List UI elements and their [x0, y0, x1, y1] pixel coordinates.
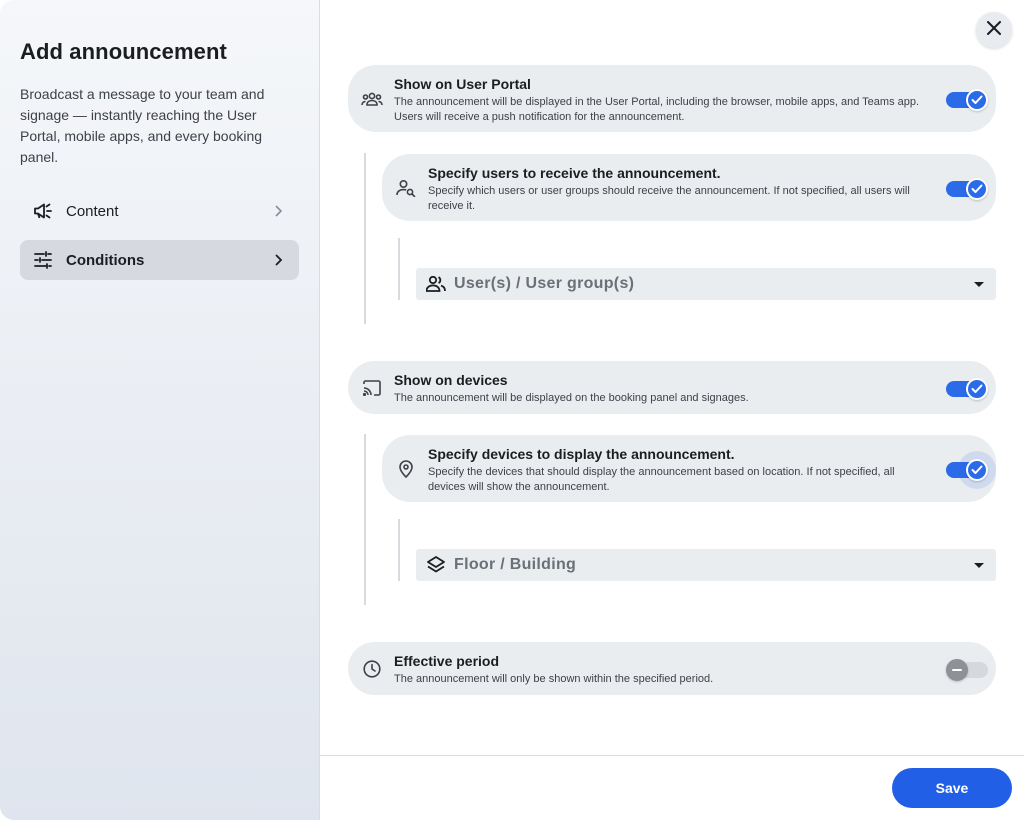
sidebar-item-content[interactable] [20, 191, 299, 231]
dialog-title: Add announcement [20, 39, 227, 64]
floor-building-select-label: Floor / Building [454, 556, 577, 573]
sidebar [0, 0, 320, 820]
close-button[interactable] [976, 12, 1012, 48]
indent-line [364, 434, 366, 605]
devices-card [348, 361, 996, 414]
user-group-select[interactable] [416, 268, 996, 300]
close-icon [987, 21, 1001, 40]
user-portal-toggle[interactable] [946, 92, 982, 108]
check-icon [966, 459, 988, 481]
sidebar-item-label: Content [66, 202, 119, 220]
floor-building-select[interactable] [416, 549, 996, 581]
user-group-select-label: User(s) / User group(s) [454, 275, 635, 292]
minus-icon [946, 659, 968, 681]
specify-users-title: Specify users to receive the announcement. [428, 165, 721, 181]
chevron-right-icon [271, 204, 285, 218]
layers-icon [426, 556, 446, 574]
specify-devices-title: Specify devices to display the announcement. [428, 446, 735, 462]
dialog-description: Broadcast a message to your team and signage — instantly reaching the User Portal, mobile apps, and every booking panel. [20, 86, 265, 165]
effective-period-toggle[interactable] [952, 662, 988, 678]
sidebar-nav [20, 191, 299, 280]
devices-toggle[interactable] [946, 381, 982, 397]
user-portal-card [348, 65, 996, 132]
cast-icon [361, 377, 383, 399]
specify-devices-toggle[interactable] [946, 462, 982, 478]
specify-users-card [382, 154, 996, 221]
user-portal-description: The announcement will be displayed in the User Portal, including the browser, mobile apps, and Teams app. Users will receive a push notification for the announcement. [394, 96, 920, 123]
sliders-icon [32, 249, 54, 271]
check-icon [966, 178, 988, 200]
devices-description: The announcement will be displayed on the booking panel and signages. [394, 392, 749, 404]
chevron-right-icon [271, 253, 285, 267]
sidebar-item-label: Conditions [66, 251, 145, 269]
caret-down-icon [974, 282, 984, 287]
devices-title: Show on devices [394, 372, 508, 388]
users-icon [361, 88, 383, 110]
indent-line [398, 238, 400, 300]
user-portal-title: Show on User Portal [394, 76, 531, 92]
indent-line [398, 519, 400, 581]
check-icon [966, 89, 988, 111]
conditions-panel [320, 0, 1024, 820]
indent-line [364, 153, 366, 324]
specify-users-toggle[interactable] [946, 181, 982, 197]
effective-period-title: Effective period [394, 653, 500, 669]
specify-devices-card [382, 435, 996, 502]
effective-period-description: The announcement will only be shown within the specified period. [394, 673, 714, 685]
user-group-icon [426, 276, 446, 292]
clock-icon [361, 658, 383, 680]
effective-period-card [348, 642, 996, 695]
specify-users-description: Specify which users or user groups should receive the announcement. If not specified, all users will receive it. [428, 185, 910, 212]
caret-down-icon [974, 563, 984, 568]
check-icon [966, 378, 988, 400]
sidebar-item-conditions[interactable] [20, 240, 299, 280]
dialog-footer [320, 755, 1024, 820]
user-search-icon [395, 177, 417, 199]
megaphone-icon [32, 200, 54, 222]
specify-devices-description: Specify the devices that should display the announcement based on location. If not specified, all devices will show the announcement. [428, 466, 895, 493]
save-button[interactable]: Save [892, 768, 1012, 808]
location-pin-icon [395, 458, 417, 480]
